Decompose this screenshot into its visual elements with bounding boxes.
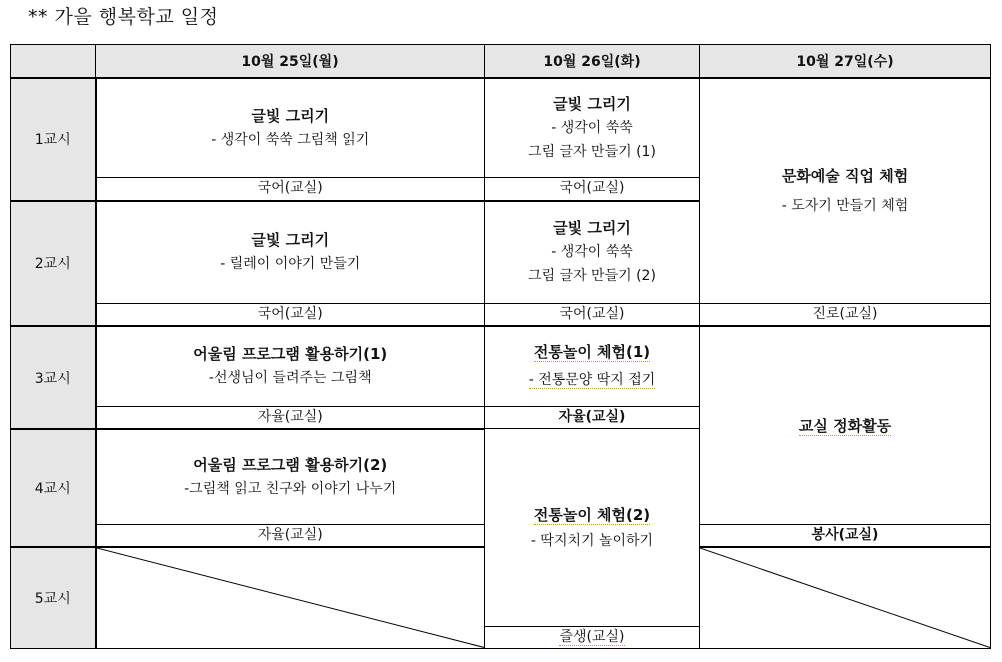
day-header-mon: 10월 25일(월)	[96, 45, 485, 78]
period-label-1: 1교시	[11, 78, 96, 201]
tue-p2-activity	[485, 201, 700, 304]
wed-p12-subject: 진로(교실)	[700, 304, 991, 327]
tue-p45-activity	[485, 429, 700, 626]
mon-p3-desc: -선생님이 들려주는 그림책	[208, 370, 372, 387]
period-label-5: 5교시	[11, 547, 96, 648]
wed-p12-activity	[700, 78, 991, 304]
mon-p4-subject: 자율(교실)	[96, 525, 485, 548]
wed-p12-desc: - 도자기 만들기 체험	[781, 197, 909, 214]
mon-p4-activity	[96, 429, 485, 525]
mon-p3-subject: 자율(교실)	[96, 406, 485, 429]
period-label-3: 3교시	[11, 326, 96, 429]
mon-p1-subject: 국어(교실)	[96, 178, 485, 201]
mon-p2-title: 글빛 그리기	[251, 231, 330, 250]
wed-p34-activity	[700, 326, 991, 524]
period-label-2: 2교시	[11, 201, 96, 327]
tue-p3-subject: 자율(교실)	[485, 406, 700, 429]
tue-p45-subject: 즐생(교실)	[559, 628, 625, 645]
diagonal-line	[700, 548, 990, 648]
tue-p1-activity	[485, 78, 700, 178]
mon-p5-empty-cell	[96, 547, 485, 648]
tue-p45-desc: - 딱지치기 놀이하기	[530, 533, 654, 550]
tue-p2-desc1: - 생각이 쑥쑥	[551, 244, 633, 261]
diagonal-line	[97, 548, 485, 648]
tue-p1-desc2: 그림 글자 만들기 (1)	[528, 144, 656, 161]
tue-p2-desc2: 그림 글자 만들기 (2)	[528, 268, 656, 285]
tue-p1-subject: 국어(교실)	[485, 178, 700, 201]
mon-p3-activity	[96, 326, 485, 406]
tue-p3-desc: - 전통문양 딱지 접기	[528, 372, 656, 389]
tue-p1-desc1: - 생각이 쑥쑥	[551, 120, 633, 137]
tue-p1-title: 글빛 그리기	[553, 95, 631, 114]
period-label-4: 4교시	[11, 429, 96, 548]
tue-p2-title: 글빛 그리기	[553, 219, 631, 238]
wed-p12-title: 문화예술 직업 체험	[781, 166, 909, 185]
wed-p5-empty-cell	[700, 547, 991, 648]
wed-p34-subject: 봉사(교실)	[700, 525, 991, 548]
day-header-wed: 10월 27일(수)	[700, 45, 991, 78]
header-corner-cell	[11, 45, 96, 78]
mon-p3-title: 어울림 프로그램 활용하기(1)	[193, 345, 388, 364]
tue-p3-activity	[485, 326, 700, 406]
mon-p1-title: 글빛 그리기	[251, 107, 330, 126]
mon-p4-title: 어울림 프로그램 활용하기(2)	[193, 455, 388, 474]
schedule-table	[10, 44, 991, 649]
mon-p1-activity	[96, 78, 485, 178]
tue-p3-title: 전통놀이 체험(1)	[533, 343, 651, 362]
mon-p4-desc: -그림책 읽고 친구와 이야기 나누기	[184, 480, 397, 497]
mon-p2-subject: 국어(교실)	[96, 304, 485, 327]
tue-p2-subject: 국어(교실)	[485, 304, 700, 327]
mon-p2-desc: - 릴레이 이야기 만들기	[220, 256, 361, 273]
page-title: ** 가을 행복학교 일정	[28, 6, 219, 28]
day-header-tue: 10월 26일(화)	[485, 45, 700, 78]
mon-p2-activity	[96, 201, 485, 304]
mon-p1-desc: - 생각이 쑥쑥 그림책 읽기	[211, 132, 370, 149]
tue-p45-title: 전통놀이 체험(2)	[533, 506, 651, 525]
wed-p34-title: 교실 정화활동	[798, 416, 892, 435]
